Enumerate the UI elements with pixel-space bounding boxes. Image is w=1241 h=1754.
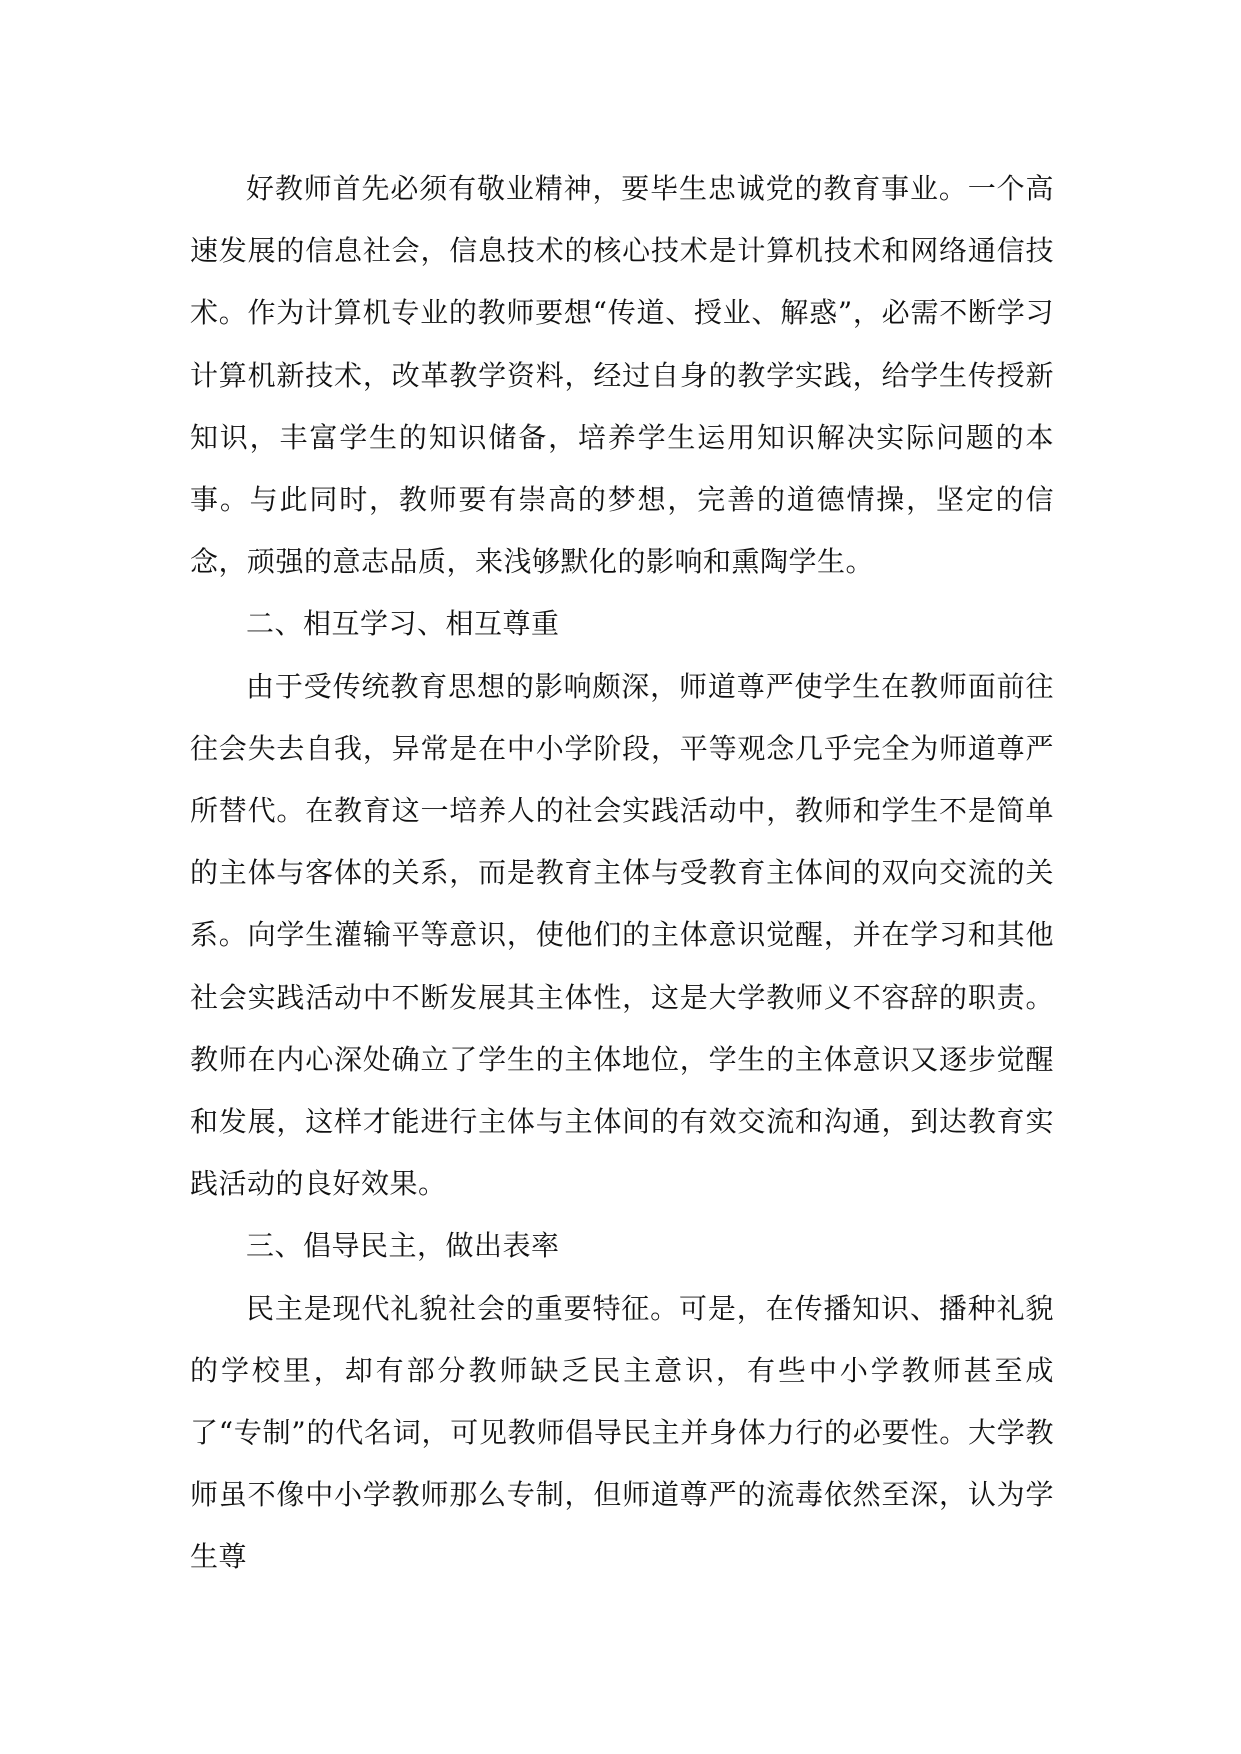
document-body (190, 158, 1054, 1589)
section-heading-mutual-respect: 二、相互学习、相互尊重 (246, 607, 560, 641)
paragraph-democracy: 民主是现代礼貌社会的重要特征。可是，在传播知识、播种礼貌的学校里，却有部分教师缺乏民主意识，有些中小学教师甚至成了“专制”的代名词，可见教师倡导民主并身体力行的必要性。大学教师虽不像中小学教师那么专制，但师道尊严的流毒依然至深，认为学生尊 (190, 1291, 1054, 1574)
section-heading-democracy: 三、倡导民主，做出表率 (246, 1229, 560, 1263)
paragraph-mutual-respect: 由于受传统教育思想的影响颇深，师道尊严使学生在教师面前往往会失去自我，异常是在中小学阶段，平等观念几乎完全为师道尊严所替代。在教育这一培养人的社会实践活动中，教师和学生不是简单的主体与客体的关系，而是教育主体与受教育主体间的双向交流的关系。向学生灌输平等意识，使他们的主体意识觉醒，并在学习和其他社会实践活动中不断发展其主体性，这是大学教师义不容辞的职责。教师在内心深处确立了学生的主体地位，学生的主体意识又逐步觉醒和发展，这样才能进行主体与主体间的有效交流和沟通，到达教育实践活动的良好效果。 (190, 669, 1054, 1201)
paragraph-dedication: 好教师首先必须有敬业精神，要毕生忠诚党的教育事业。一个高速发展的信息社会，信息技术的核心技术是计算机技术和网络通信技术。作为计算机专业的教师要想“传道、授业、解惑”，必需不断学习计算机新技术，改革教学资料，经过自身的教学实践，给学生传授新知识，丰富学生的知识储备，培养学生运用知识解决实际问题的本事。与此同时，教师要有崇高的梦想，完善的道德情操，坚定的信念，顽强的意志品质，来浅够默化的影响和熏陶学生。 (190, 172, 1054, 579)
